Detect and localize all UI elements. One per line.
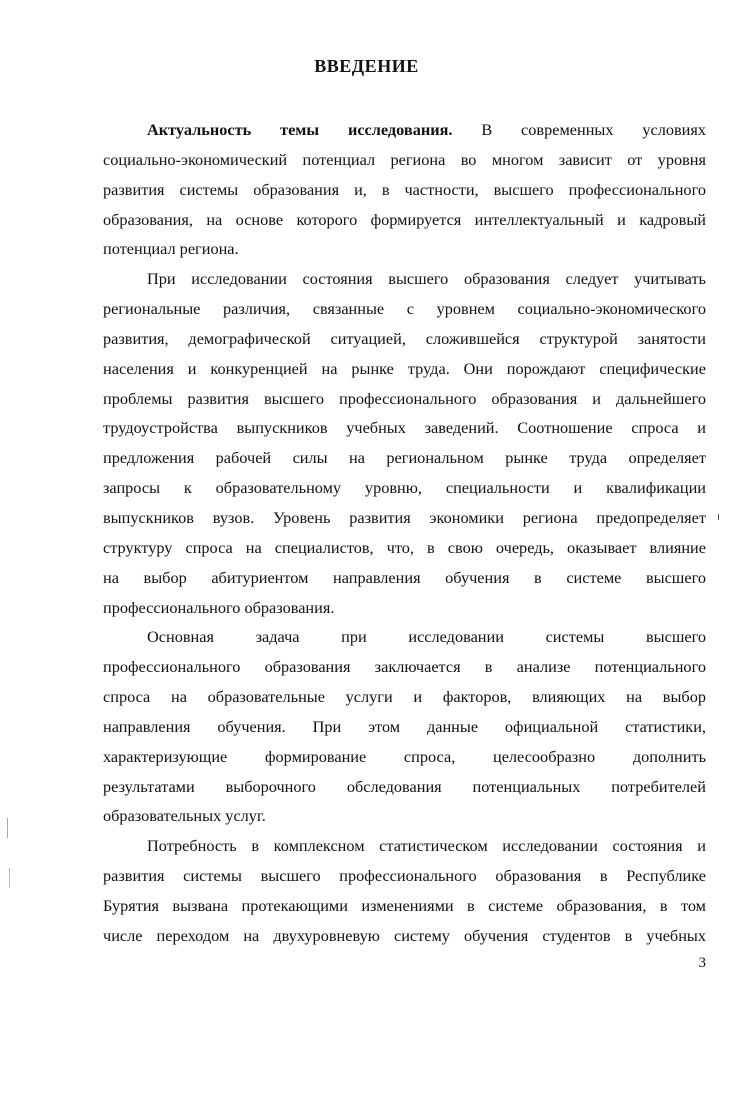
text-line: характеризующие формирование спроса, целесообразно дополнить	[103, 746, 706, 766]
text-line: населения и конкуренцией на рынке труда. Они порождают специфические	[103, 358, 706, 378]
text-line: развития системы образования и, в частности, высшего профессионального	[103, 179, 706, 199]
paragraph-regional-differences	[103, 264, 706, 622]
page-number: 3	[698, 954, 706, 971]
bold-lead: Актуальность темы исследования.	[147, 120, 453, 139]
text-line: на выбор абитуриентом направления обучения в системе высшего	[103, 567, 706, 587]
text-line: социально-экономический потенциал региона во многом зависит от уровня	[103, 149, 706, 169]
paragraph-relevance	[103, 115, 706, 264]
text-fragment: В современных условиях	[452, 120, 706, 139]
text-line: проблемы развития высшего профессионального образования и дальнейшего	[103, 388, 706, 408]
text-line: образовательных услуг.	[103, 806, 266, 826]
text-line: потенциал региона.	[103, 239, 239, 259]
text-line: предложения рабочей силы на региональном рынке труда определяет	[103, 448, 706, 468]
text-line: трудоустройства выпускников учебных заведений. Соотношение спроса и	[103, 418, 706, 438]
scan-speck	[7, 818, 8, 838]
paragraph-need	[103, 831, 706, 950]
text-line	[103, 115, 706, 145]
text-line: спроса на образовательные услуги и факторов, влияющих на выбор	[103, 687, 706, 707]
text-line: развития, демографической ситуацией, сложившейся структурой занятости	[103, 328, 706, 348]
text-line: числе переходом на двухуровневую систему обучения студентов в учебных	[103, 925, 706, 945]
text-line: Основная задача при исследовании системы высшего	[147, 627, 706, 647]
text-line: При исследовании состояния высшего образования следует учитывать	[147, 269, 706, 289]
text-line: структуру спроса на специалистов, что, в свою очередь, оказывает влияние	[103, 537, 706, 557]
text-line: запросы к образовательному уровню, специальности и квалификации	[103, 478, 706, 498]
text-line: профессионального образования заключается в анализе потенциального	[103, 657, 706, 677]
text-line: региональные различия, связанные с уровнем социально-экономического	[103, 299, 706, 319]
scan-speck	[9, 868, 10, 888]
document-body	[103, 115, 706, 973]
scan-speck	[718, 514, 719, 520]
paragraph-main-task	[103, 622, 706, 831]
page-title: ВВЕДЕНИЕ	[314, 56, 419, 76]
text-line: направления обучения. При этом данные официальной статистики,	[103, 716, 706, 736]
text-line: развития системы высшего профессионального образования в Республике	[103, 866, 706, 886]
text-line: Потребность в комплексном статистическом исследовании состояния и	[147, 836, 706, 856]
text-line: профессионального образования.	[103, 597, 335, 617]
text-line: результатами выборочного обследования потенциальных потребителей	[103, 776, 706, 796]
text-line: образования, на основе которого формируется интеллектуальный и кадровый	[103, 209, 706, 229]
text-line: выпускников вузов. Уровень развития экономики региона предопределяет	[103, 507, 706, 527]
text-line: Бурятия вызвана протекающими изменениями в системе образования, в том	[103, 895, 706, 915]
